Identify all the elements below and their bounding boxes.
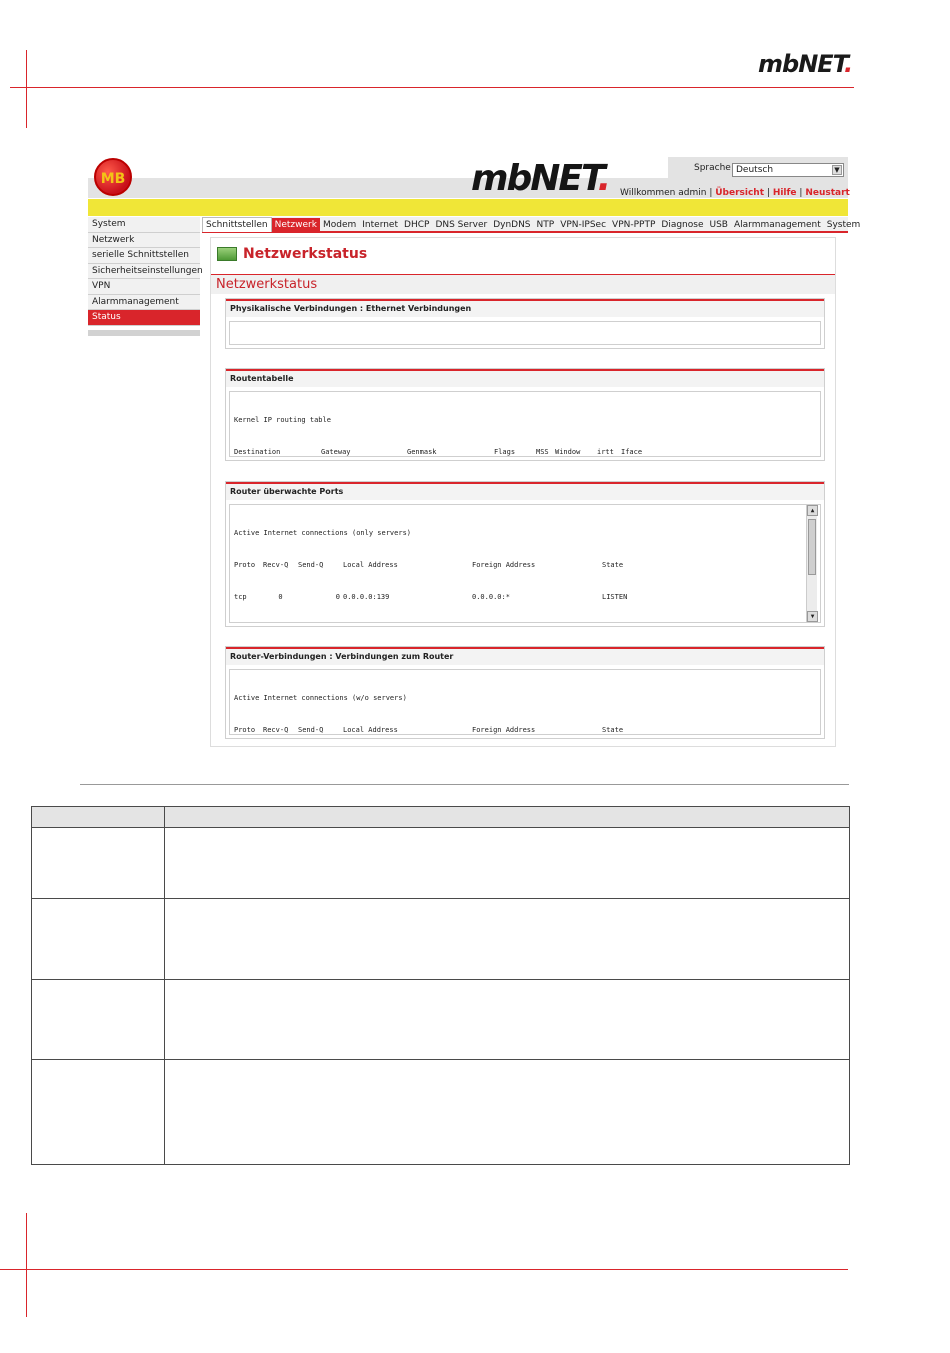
link-separator: | [766, 188, 770, 198]
table-header-row [32, 807, 850, 828]
header-rule [10, 87, 854, 88]
description-table [31, 806, 850, 1165]
column-header: Destination [234, 447, 281, 456]
restart-link[interactable]: Neustart [805, 188, 850, 198]
table-cell [165, 899, 850, 980]
language-label: Sprache [694, 163, 731, 173]
column-header: Flags [494, 447, 516, 456]
tab-network[interactable]: Netzwerk [272, 218, 320, 232]
panel-title: Physikalische Verbindungen : Ethernet Verbindungen [226, 299, 824, 317]
language-box [668, 157, 848, 179]
table-cell: 0 [278, 593, 283, 602]
column-header: Gateway [321, 447, 351, 456]
column-header: Send-Q [298, 725, 324, 734]
sidebar-item-network[interactable]: Netzwerk [88, 233, 200, 249]
table-cell [32, 980, 165, 1060]
scroll-down-icon[interactable]: ▼ [807, 611, 818, 622]
table-caption: Kernel IP routing table [234, 415, 331, 424]
sidebar-item-system[interactable]: System [88, 217, 200, 233]
sidebar-item-vpn[interactable]: VPN [88, 279, 200, 295]
tab-alarm[interactable]: Alarmmanagement [733, 220, 821, 230]
tab-ntp[interactable]: NTP [536, 220, 555, 230]
table-row [234, 592, 802, 603]
tab-dyndns[interactable]: DynDNS [493, 220, 531, 230]
app-logo [471, 157, 609, 201]
table-header-cell [165, 807, 850, 828]
link-separator: | [799, 188, 803, 198]
table-cell [165, 1060, 850, 1165]
ports-panel [225, 481, 825, 627]
user-links [620, 188, 850, 198]
tab-diagnose[interactable]: Diagnose [661, 220, 704, 230]
app-logo-mark: . [597, 158, 610, 199]
column-header: Proto [234, 725, 256, 734]
page-logo [758, 50, 852, 78]
footer-margin-mark [26, 1213, 27, 1317]
table-row [32, 980, 850, 1060]
column-header: Recv-Q [263, 725, 289, 734]
page-logo-text: mbNET [758, 50, 844, 78]
app-logo-text: mbNET [471, 158, 598, 199]
column-header: State [602, 725, 624, 734]
page-subtitle: Netzwerkstatus [211, 274, 835, 294]
routing-panel [225, 368, 825, 461]
ui-screenshot [88, 155, 861, 755]
scroll-thumb[interactable] [808, 519, 816, 575]
table-caption: Active Internet connections (only servers) [234, 528, 412, 537]
table-cell [32, 1060, 165, 1165]
ethernet-table [229, 321, 821, 345]
table-cell: LISTEN [602, 593, 628, 602]
column-header: Local Address [343, 560, 398, 569]
table-row [32, 828, 850, 899]
tab-internet[interactable]: Internet [362, 220, 399, 230]
network-icon [217, 247, 237, 261]
content-area [210, 237, 836, 747]
sidebar-item-status[interactable]: Status [88, 310, 200, 326]
connections-table [229, 669, 821, 735]
chevron-down-icon[interactable]: ▼ [832, 165, 842, 175]
column-header: State [602, 560, 624, 569]
table-caption: Active Internet connections (w/o servers) [234, 693, 407, 702]
tab-interfaces[interactable]: Schnittstellen [202, 217, 272, 232]
sidebar [88, 217, 203, 326]
welcome-text: Willkommen admin [620, 188, 707, 198]
table-cell [32, 899, 165, 980]
table-cell: 0.0.0.0:* [472, 593, 510, 602]
scroll-up-icon[interactable]: ▲ [807, 505, 818, 516]
routing-table [229, 391, 821, 457]
table-cell [165, 980, 850, 1060]
column-header: Foreign Address [472, 560, 536, 569]
page-title: Netzwerkstatus [243, 246, 368, 262]
tab-modem[interactable]: Modem [322, 220, 357, 230]
router-connections-panel [225, 646, 825, 739]
link-separator: | [709, 188, 713, 198]
sidebar-item-security[interactable]: Sicherheitseinstellungen [88, 264, 200, 280]
table-header-cell [32, 807, 165, 828]
panel-title: Router-Verbindungen : Verbindungen zum Router [226, 647, 824, 665]
sidebar-item-serial[interactable]: serielle Schnittstellen [88, 248, 200, 264]
table-cell: 0.0.0.0:139 [343, 593, 390, 602]
ports-table [229, 504, 821, 623]
column-header: Foreign Address [472, 725, 536, 734]
column-header: MSS [536, 447, 549, 456]
tab-dhcp[interactable]: DHCP [404, 220, 430, 230]
tab-vpn-ipsec[interactable]: VPN-IPSec [560, 220, 607, 230]
column-header: Send-Q [298, 560, 324, 569]
footer-rule [0, 1269, 848, 1270]
table-row [32, 899, 850, 980]
tab-usb[interactable]: USB [709, 220, 728, 230]
overview-link[interactable]: Übersicht [715, 188, 765, 198]
language-value: Deutsch [736, 165, 774, 175]
panel-title: Routentabelle [226, 369, 824, 387]
ethernet-panel [225, 298, 825, 349]
tab-bar [202, 217, 861, 233]
header-margin-mark [26, 50, 27, 128]
tab-vpn-pptp[interactable]: VPN-PPTP [612, 220, 656, 230]
tab-system[interactable]: System [826, 220, 861, 230]
panel-title: Router überwachte Ports [226, 482, 824, 500]
ports-scrollbar[interactable] [806, 505, 817, 622]
page-logo-mark: . [843, 50, 853, 78]
table-cell [165, 828, 850, 899]
section-separator [80, 784, 849, 785]
sidebar-item-alarm[interactable]: Alarmmanagement [88, 295, 200, 311]
column-header: Window [555, 447, 581, 456]
column-header: Genmask [407, 447, 437, 456]
table-cell: 0 [335, 593, 340, 602]
sidebar-shadow [88, 330, 200, 336]
table-header [234, 560, 802, 571]
column-header: Proto [234, 560, 256, 569]
column-header: Recv-Q [263, 560, 289, 569]
column-header: irtt [597, 447, 614, 456]
accent-bar [88, 199, 848, 216]
column-header: Local Address [343, 725, 398, 734]
table-cell [32, 828, 165, 899]
language-select[interactable] [732, 163, 844, 177]
table-row [32, 1060, 850, 1165]
column-header: Iface [621, 447, 643, 456]
table-header [234, 447, 816, 457]
table-header [234, 725, 816, 735]
help-link[interactable]: Hilfe [772, 188, 797, 198]
app-header [88, 155, 848, 199]
table-cell: tcp [234, 593, 247, 602]
tab-dns-server[interactable]: DNS Server [435, 220, 488, 230]
mb-logo-badge: MB [94, 158, 132, 196]
